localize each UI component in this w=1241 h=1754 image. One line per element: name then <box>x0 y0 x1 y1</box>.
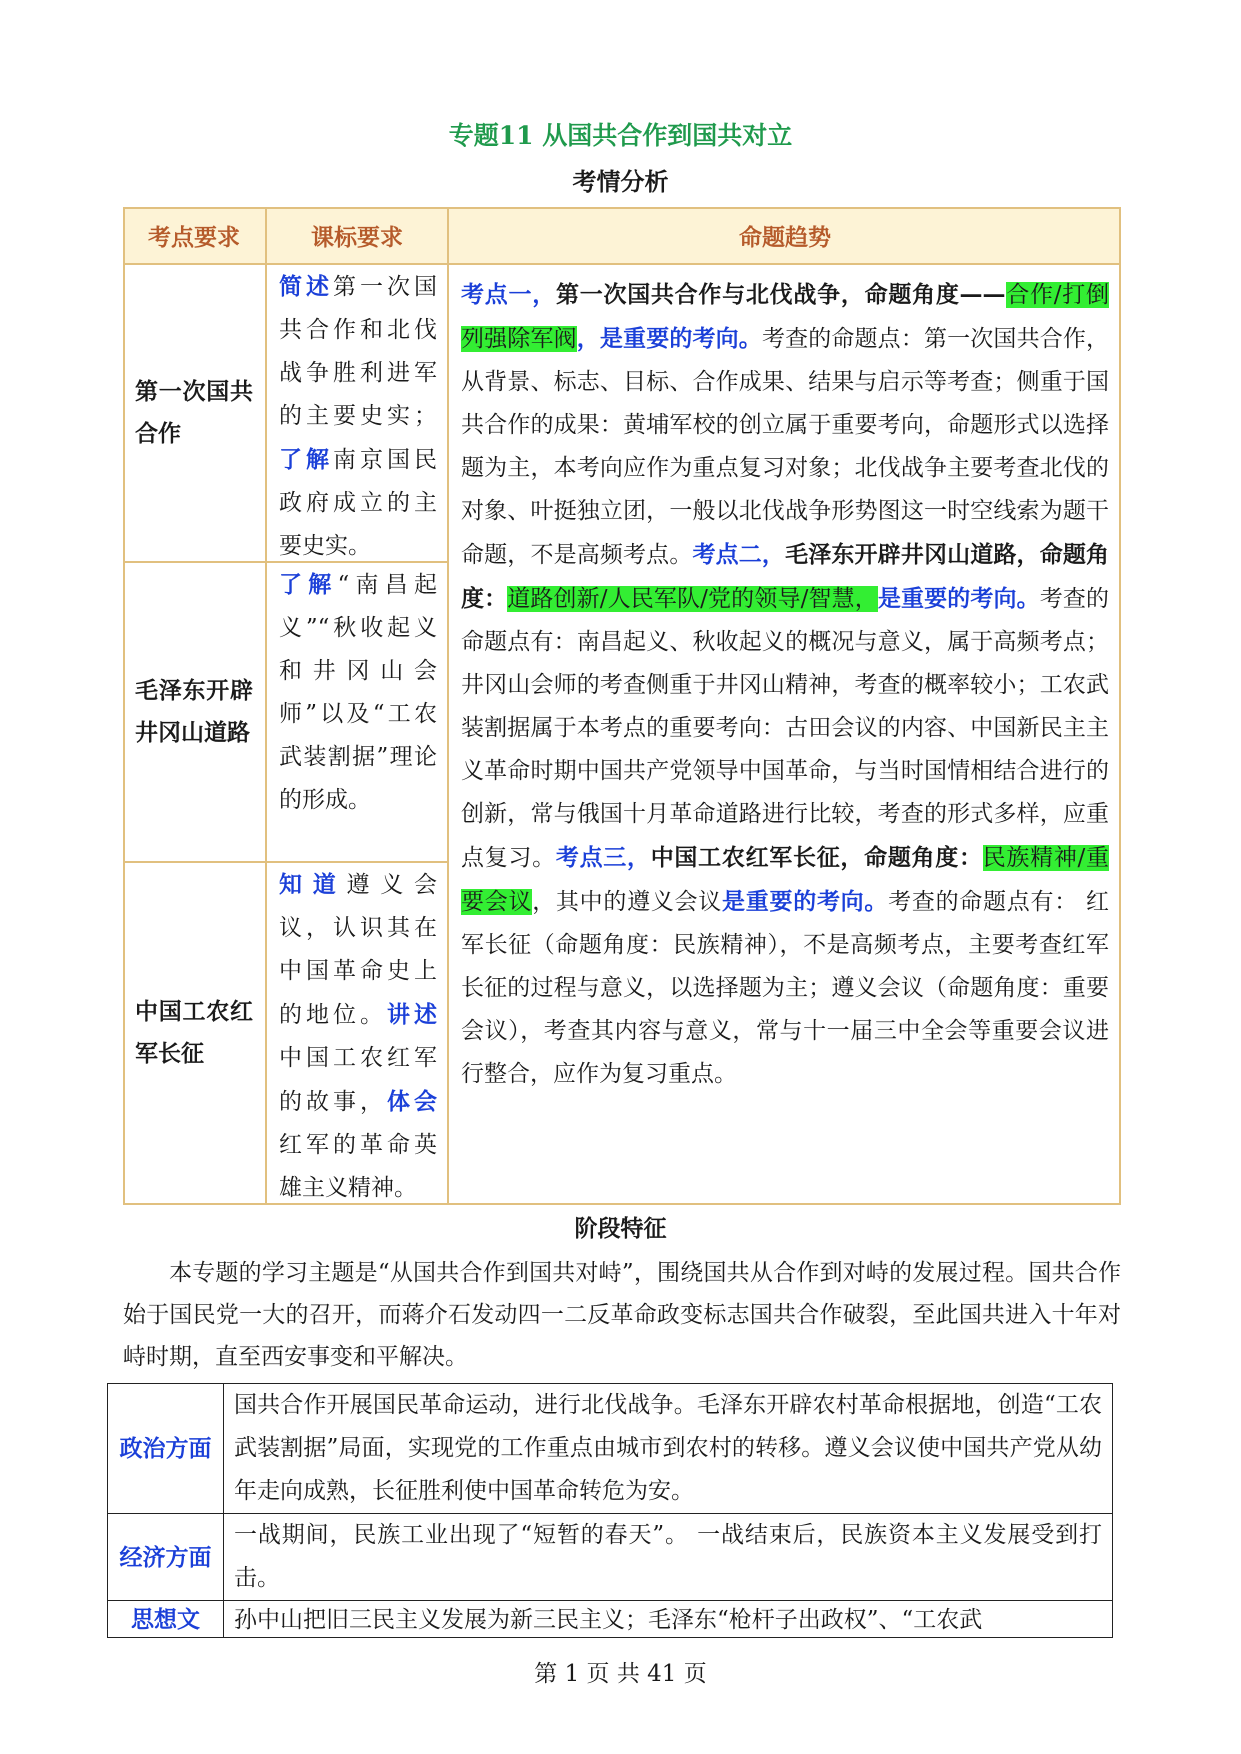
stage-text-politics: 国共合作开展国民革命运动，进行北伐战争。毛泽东开辟农村革命根据地，创造“工农武装割据”局面，实现党的工作重点由城市到农村的转移。遵义会议使中国共产党从幼年走向成熟，长征胜利使中国革命转危为安。 <box>234 1392 1102 1504</box>
trend-segment: ，是重要的考向。 <box>576 325 762 352</box>
standard-cell-3 <box>267 863 447 1210</box>
trend-segment: 考查的命题点有：南昌起义、秋收起义的概况与意义，属于高频考点；井冈山会师的考查侧重于井冈山精神，考查的概率较小；工农武装割据属于本考点的重要考向：古田会议的内容、中国新民主主义革命时期中国共产党领导中国革命，与当时国情相结合进行的创新，常与俄国十月革命道路进行比较，考查的形式多样，应重点复习。 <box>461 586 1110 871</box>
standard-cell-1 <box>267 265 447 568</box>
standard-segment: 红军的革命英雄主义精神。 <box>279 1132 437 1201</box>
trend-segment: 第一次国共合作与北伐战争，命题角度—— <box>555 281 1006 308</box>
header-standards: 课标要求 <box>267 207 447 263</box>
stage-paragraph: 本专题的学习主题是“从国共合作到国共对峙”，围绕国共从合作到对峙的发展过程。国共合作始于国民党一大的召开，而蒋介石发动四一二反革命政变标志国共合作破裂，至此国共进入十年对峙时期，直至西安事变和平解决。 <box>123 1260 1121 1370</box>
standard-segment: 讲述 <box>387 1001 437 1028</box>
stage-label-economy: 经济方面 <box>119 1543 212 1571</box>
section-heading-analysis: 考情分析 <box>572 167 669 196</box>
stage-table <box>107 1383 1113 1638</box>
point-cell-3: 中国工农红军长征 <box>135 998 253 1067</box>
point-cell-2: 毛泽东开辟井冈山道路 <box>135 677 253 746</box>
standard-segment: 了解 <box>279 446 333 473</box>
trend-segment: 毛泽东开辟井冈山道路，命题角度： <box>461 541 1110 612</box>
standard-segment: 第一次国共合作和北伐战争胜利进军的主要史实； <box>279 274 437 429</box>
trend-segment: 中国工农红军长征，命题角度： <box>650 844 983 871</box>
trend-segment: 道路创新/人民军队/党的领导/智慧， <box>507 586 878 612</box>
stage-text-thought: 孙中山把旧三民主义发展为新三民主义；毛泽东“枪杆子出政权”、“工农武 <box>234 1607 983 1633</box>
trend-segment: 是重要的考向。 <box>722 888 889 915</box>
standard-segment: 了解 <box>279 571 338 598</box>
analysis-table <box>123 207 1121 1205</box>
standard-segment: 遵义会议，认识其在中国革命史上的地位。 <box>279 872 437 1028</box>
trend-segment: 考点三， <box>555 844 651 871</box>
stage-label-politics: 政治方面 <box>119 1435 212 1462</box>
trend-segment: 考查的命题点：第一次国共合作，从背景、标志、目标、合作成果、结果与启示等考查；侧重于国共合作的成果：黄埔军校的创立属于重要考向，命题形式以选择题为主，本考向应作为重点复习对象；北伐战争主要考查北伐的对象、叶挺独立团，一般以北伐战争形势图这一时空线索为题干命题，不是高频考点。 <box>461 326 1110 568</box>
header-points: 考点要求 <box>123 207 265 263</box>
page-title: 专题11 从国共合作到国共对立 <box>448 121 793 150</box>
trend-segment: 合作/打倒列强除军阀 <box>461 282 1110 352</box>
trend-segment: 是重要的考向。 <box>877 585 1040 612</box>
standard-segment: 体会 <box>387 1088 437 1115</box>
header-trends: 命题趋势 <box>449 207 1121 263</box>
trend-segment: 考点一， <box>461 281 556 308</box>
standard-cell-2 <box>267 563 447 822</box>
standard-segment: 简述 <box>279 273 333 300</box>
point-cell-1: 第一次国共合作 <box>135 378 253 447</box>
trend-segment: ，其中的遵义会议 <box>532 889 723 915</box>
trend-cell <box>449 273 1121 1096</box>
standard-segment: 中国工农红军的故事， <box>279 1045 437 1115</box>
standard-segment: “南昌起义”“秋收起义和井冈山会师”以及“工农武装割据”理论的形成。 <box>279 572 437 813</box>
standard-segment: 南京国民政府成立的主要史实。 <box>279 447 437 559</box>
trend-segment: 考查的命题点有： 红军长征（命题角度：民族精神），不是高频考点，主要考查红军长征的过程与意义，以选择题为主；遵义会议（命题角度：重要会议），考查其内容与意义，常与十一届三中全会等重要会议进行整合，应作为复习重点。 <box>461 889 1110 1087</box>
stage-label-thought: 思想文 <box>131 1606 200 1633</box>
standard-segment: 知道 <box>279 871 347 898</box>
stage-text-economy: 一战期间，民族工业出现了“短暂的春天”。 一战结束后，民族资本主义发展受到打击。 <box>234 1522 1102 1591</box>
trend-segment: 民族精神/重要会议 <box>461 845 1110 915</box>
trend-segment: 考点二， <box>692 541 786 568</box>
page-footer: 第 1 页 共 41 页 <box>534 1661 707 1687</box>
section-heading-stage: 阶段特征 <box>574 1215 667 1242</box>
